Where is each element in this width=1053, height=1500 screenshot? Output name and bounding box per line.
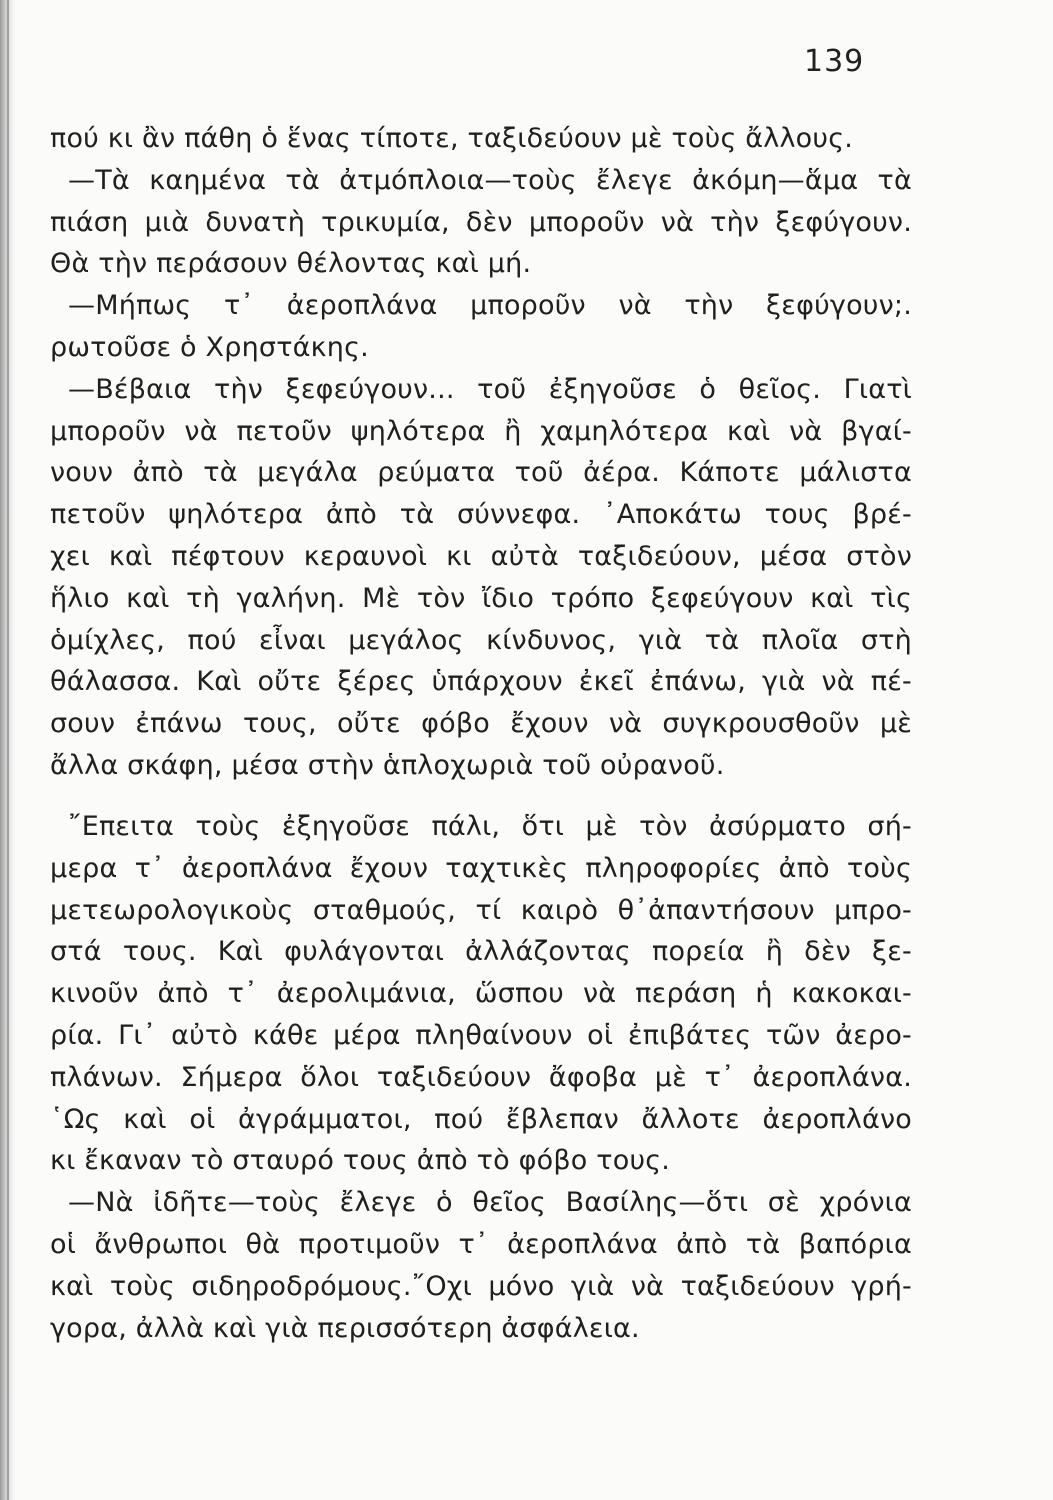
text-line: μποροῦν νὰ πετοῦν ψηλότερα ἢ χαμηλότερα καὶ νὰ βγαί- <box>50 415 912 447</box>
text-line: ρωτοῦσε ὁ Χρηστάκης. <box>50 331 369 363</box>
text-line: ῾Ως καὶ οἱ ἀγράμματοι, πού ἔβλεπαν ἄλλοτε ἀεροπλάνο <box>50 1103 912 1135</box>
text-line: ῎Επειτα τοὺς ἐξηγοῦσε πάλι, ὅτι μὲ τὸν ἀσύρματο σή- <box>68 811 912 842</box>
text-line: —Μήπως τ᾽ ἀεροπλάνα μποροῦν νὰ τὴν ξεφύγουν;. <box>68 290 912 322</box>
text-line: ρία. Γι᾽ αὐτὸ κάθε μέρα πληθαίνουν οἱ ἐπιβάτες τῶν ἀερο- <box>50 1019 912 1051</box>
text-line: μετεωρολογικοὺς σταθμούς, τί καιρὸ θ᾽ἀπαντήσουν μπρο- <box>50 894 912 926</box>
text-section-top <box>50 118 912 787</box>
text-section-bottom <box>50 806 912 1349</box>
text-line: κι ἔκαναν τὸ σταυρό τους ἀπὸ τὸ φόβο τους. <box>50 1145 671 1177</box>
text-line: πλάνων. Σήμερα ὅλοι ταξιδεύουν ἄφοβα μὲ τ᾽ ἀεροπλάνα. <box>50 1061 912 1093</box>
page-number: 139 <box>804 44 865 79</box>
text-line: καὶ τοὺς σιδηροδρόμους.῎Οχι μόνο γιὰ νὰ ταξιδεύουν γρή- <box>50 1270 912 1302</box>
text-line: πετοῦν ψηλότερα ἀπὸ τὰ σύννεφα. ᾽Αποκάτω τους βρέ- <box>50 499 912 531</box>
text-line: —Νὰ ἰδῆτε—τοὺς ἔλεγε ὁ θεῖος Βασίλης—ὅτι σὲ χρόνια <box>68 1187 912 1219</box>
text-line: γορα, ἀλλὰ καὶ γιὰ περισσότερη ἀσφάλεια. <box>50 1312 640 1344</box>
text-line: μερα τ᾽ ἀεροπλάνα ἔχουν ταχτικὲς πληροφορίες ἀπὸ τοὺς <box>50 852 912 884</box>
text-line: ἥλιο καὶ τὴ γαλήνη. Μὲ τὸν ἴδιο τρόπο ξεφεύγουν καὶ τὶς <box>50 582 912 614</box>
text-line: νουν ἀπὸ τὰ μεγάλα ρεύματα τοῦ ἀέρα. Κάποτε μάλιστα <box>50 457 912 489</box>
text-line: πιάση μιὰ δυνατὴ τρικυμία, δὲν μποροῦν νὰ τὴν ξεφύγουν. <box>50 206 912 238</box>
text-line: οἱ ἄνθρωποι θὰ προτιμοῦν τ᾽ ἀεροπλάνα ἀπὸ τὰ βαπόρια <box>50 1228 912 1260</box>
text-line: Θὰ τὴν περάσουν θέλοντας καὶ μή. <box>50 248 532 280</box>
text-line: κινοῦν ἀπὸ τ᾽ ἀερολιμάνια, ὥσπου νὰ περάση ἡ κακοκαι- <box>50 978 912 1010</box>
text-line: σουν ἐπάνω τους, οὔτε φόβο ἔχουν νὰ συγκρουσθοῦν μὲ <box>50 708 912 740</box>
text-line: χει καὶ πέφτουν κεραυνοὶ κι αὐτὰ ταξιδεύουν, μέσα στὸν <box>50 540 912 572</box>
text-line: ὁμίχλες, πού εἶναι μεγάλος κίνδυνος, γιὰ τὰ πλοῖα στὴ <box>50 624 912 656</box>
text-line: —Τὰ καημένα τὰ ἀτμόπλοια—τοὺς ἔλεγε ἀκόμη—ἅμα τὰ <box>68 164 912 196</box>
text-line: —Βέβαια τὴν ξεφεύγουν... τοῦ ἐξηγοῦσε ὁ θεῖος. Γιατὶ <box>68 373 912 405</box>
text-line: στά τους. Καὶ φυλάγονται ἀλλάζοντας πορεία ἢ δὲν ξε- <box>50 936 912 968</box>
text-line: θάλασσα. Καὶ οὔτε ξέρες ὑπάρχουν ἐκεῖ ἐπάνω, γιὰ νὰ πέ- <box>50 666 912 698</box>
binding-edge <box>7 0 9 1500</box>
text-line: ἄλλα σκάφη, μέσα στὴν ἁπλοχωριὰ τοῦ οὐρανοῦ. <box>50 749 725 781</box>
text-line: πού κι ἂν πάθη ὁ ἕνας τίποτε, ταξιδεύουν μὲ τοὺς ἄλλους. <box>50 123 854 154</box>
